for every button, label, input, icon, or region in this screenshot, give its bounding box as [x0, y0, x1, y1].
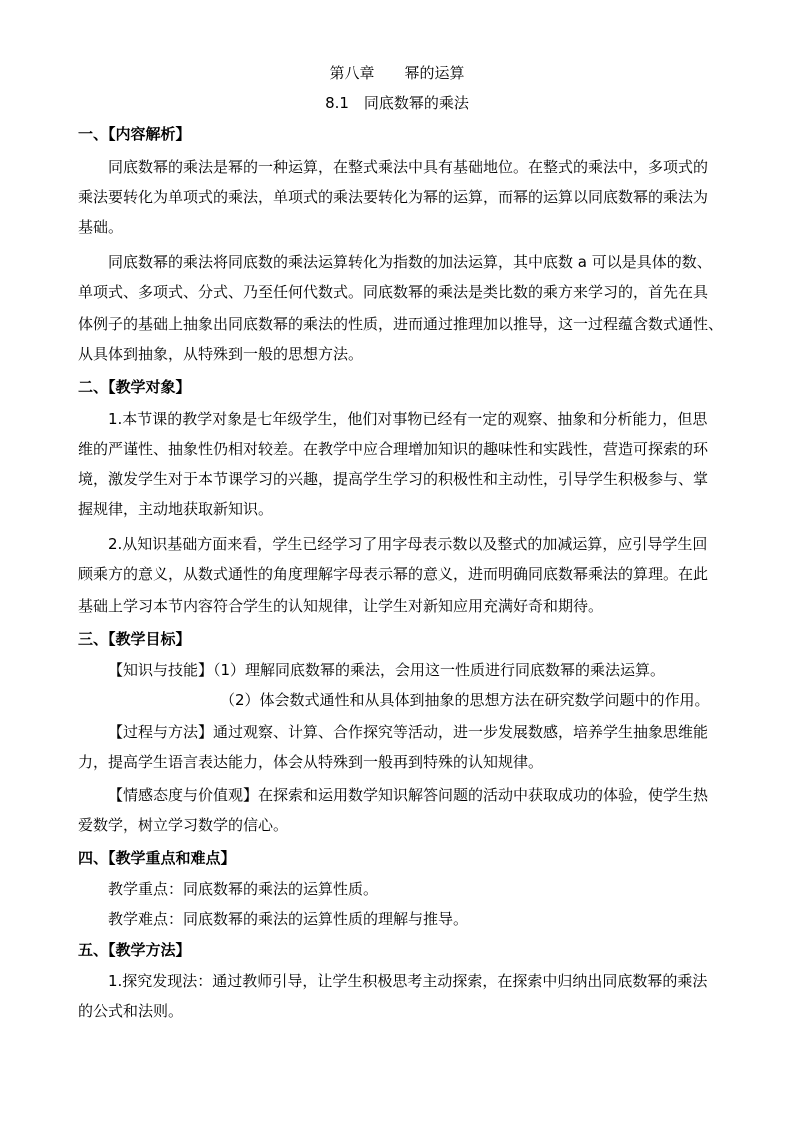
paragraph-line: （2）体会数式通性和从具体到抽象的思想方法在研究数学问题中的作用。: [220, 691, 710, 709]
paragraph-line: 境，激发学生对于本节课学习的兴趣，提高学生学习的积极性和主动性，引导学生积极参与、掌: [78, 470, 709, 488]
paragraph-line: 基础。: [78, 218, 124, 236]
paragraph-line: 【过程与方法】通过观察、计算、合作探究等活动，进一步发展数感，培养学生抽象思维能: [108, 723, 709, 741]
heading-teaching-methods: 五、【教学方法】: [78, 941, 191, 959]
paragraph-line: 握规律，主动地获取新知识。: [78, 500, 274, 518]
paragraph-line: 体例子的基础上抽象出同底数幂的乘法的性质，进而通过推理加以推导，这一过程蕴含数式通性、: [78, 315, 724, 333]
heading-teaching-goals: 三、【教学目标】: [78, 630, 191, 648]
paragraph-line: 从具体到抽象，从特殊到一般的思想方法。: [78, 345, 364, 363]
paragraph-line: 同底数幂的乘法是幂的一种运算，在整式乘法中具有基础地位。在整式的乘法中，多项式的: [108, 158, 709, 176]
paragraph-line: 同底数幂的乘法将同底数的乘法运算转化为指数的加法运算，其中底数 a 可以是具体的数、: [108, 253, 712, 271]
paragraph-line: 顾乘方的意义，从数式通性的角度理解字母表示幂的意义，进而明确同底数幂乘法的算理。在此: [78, 565, 709, 583]
paragraph-line: 的公式和法则。: [78, 1002, 184, 1020]
heading-teaching-target: 二、【教学对象】: [78, 378, 191, 396]
paragraph-line: 教学难点：同底数幂的乘法的运算性质的理解与推导。: [108, 910, 469, 928]
paragraph-line: 单项式、多项式、分式、乃至任何代数式。同底数幂的乘法是类比数的乘方来学习的，首先在具: [78, 283, 709, 301]
heading-key-points: 四、【教学重点和难点】: [78, 849, 236, 867]
paragraph-line: 1.探究发现法：通过教师引导，让学生积极思考主动探索，在探索中归纳出同底数幂的乘法: [108, 972, 708, 990]
paragraph-line: 1.本节课的教学对象是七年级学生，他们对事物已经有一定的观察、抽象和分析能力，但思: [108, 410, 708, 428]
paragraph-line: 爱数学，树立学习数学的信心。: [78, 816, 289, 834]
paragraph-line: 基础上学习本节内容符合学生的认知规律，让学生对新知应用充满好奇和期待。: [78, 597, 604, 615]
paragraph-line: 2.从知识基础方面来看，学生已经学习了用字母表示数以及整式的加减运算，应引导学生回: [108, 535, 708, 553]
paragraph-line: 【知识与技能】（1）理解同底数幂的乘法，会用这一性质进行同底数幂的乘法运算。: [108, 661, 666, 679]
chapter-title: 第八章 幂的运算: [329, 64, 465, 82]
paragraph-line: 维的严谨性、抽象性仍相对较差。在教学中应合理增加知识的趣味性和实践性，营造可探索的环: [78, 440, 709, 458]
paragraph-line: 【情感态度与价值观】在探索和运用数学知识解答问题的活动中获取成功的体验，使学生热: [108, 786, 709, 804]
heading-content-analysis: 一、【内容解析】: [78, 125, 191, 143]
paragraph-line: 乘法要转化为单项式的乘法，单项式的乘法要转化为幂的运算，而幂的运算以同底数幂的乘法为: [78, 188, 709, 206]
section-title: 8.1 同底数幂的乘法: [325, 94, 469, 112]
paragraph-line: 力，提高学生语言表达能力，体会从特殊到一般再到特殊的认知规律。: [78, 753, 544, 771]
paragraph-line: 教学重点：同底数幂的乘法的运算性质。: [108, 880, 379, 898]
